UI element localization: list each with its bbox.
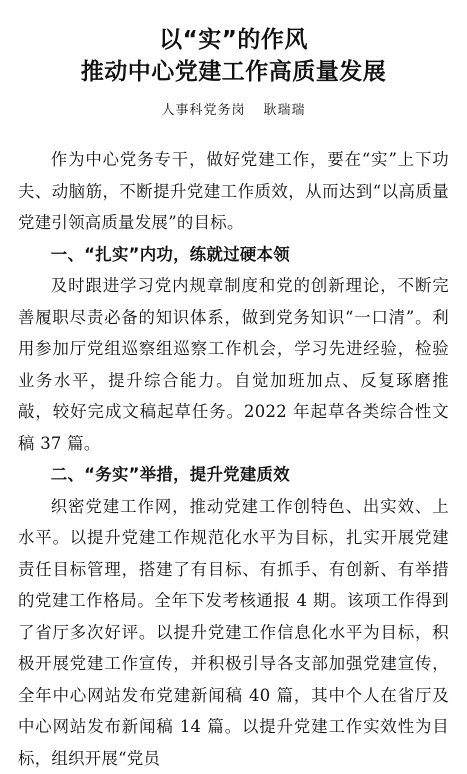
section-1-heading: 一、“扎实”内功，练就过硬本领	[18, 239, 449, 271]
author-line	[18, 102, 449, 120]
section-1-paragraph: 及时跟进学习党内规章制度和党的创新理论，不断完善履职尽责必备的知识体系，做到党务知识“一口清”。利用参加厅党组巡察组巡察工作机会，学习先进经验，检验业务水平，提升综合能力。自觉加班加点、反复琢磨推敲，较好完成文稿起草任务。2022 年起草各类综合性文稿 37 篇。	[18, 270, 449, 459]
intro-paragraph: 作为中心党务专干，做好党建工作，要在“实”上下功夫、动脑筋，不断提升党建工作质效，从而达到“以高质量党建引领高质量发展”的目标。	[18, 144, 449, 239]
section-2-heading: 二、“务实”举措，提升党建质效	[18, 459, 449, 491]
author-department: 人事科党务岗	[161, 103, 245, 118]
title-line-1: 以“实”的作风	[18, 24, 449, 56]
author-name: 耿瑞瑞	[264, 103, 306, 118]
title-line-2: 推动中心党建工作高质量发展	[18, 56, 449, 88]
section-2-paragraph: 织密党建工作网，推动党建工作创特色、出实效、上水平。以提升党建工作规范化水平为目标，扎实开展党建责任目标管理，搭建了有目标、有抓手、有创新、有举措的党建工作格局。全年下发考核通报 4 期。该项工作得到了省厅多次好评。以提升党建工作信息化水平为目标，积极开展党建工作宣传，并积极引导各支部加强党建宣传，全年中心网站发布党建新闻稿 40 篇，其中个人在省厅及中心网站发布新闻稿 14 篇。以提升党建工作实效性为目标，组织开展“党员	[18, 491, 449, 774]
document-title	[18, 24, 449, 88]
